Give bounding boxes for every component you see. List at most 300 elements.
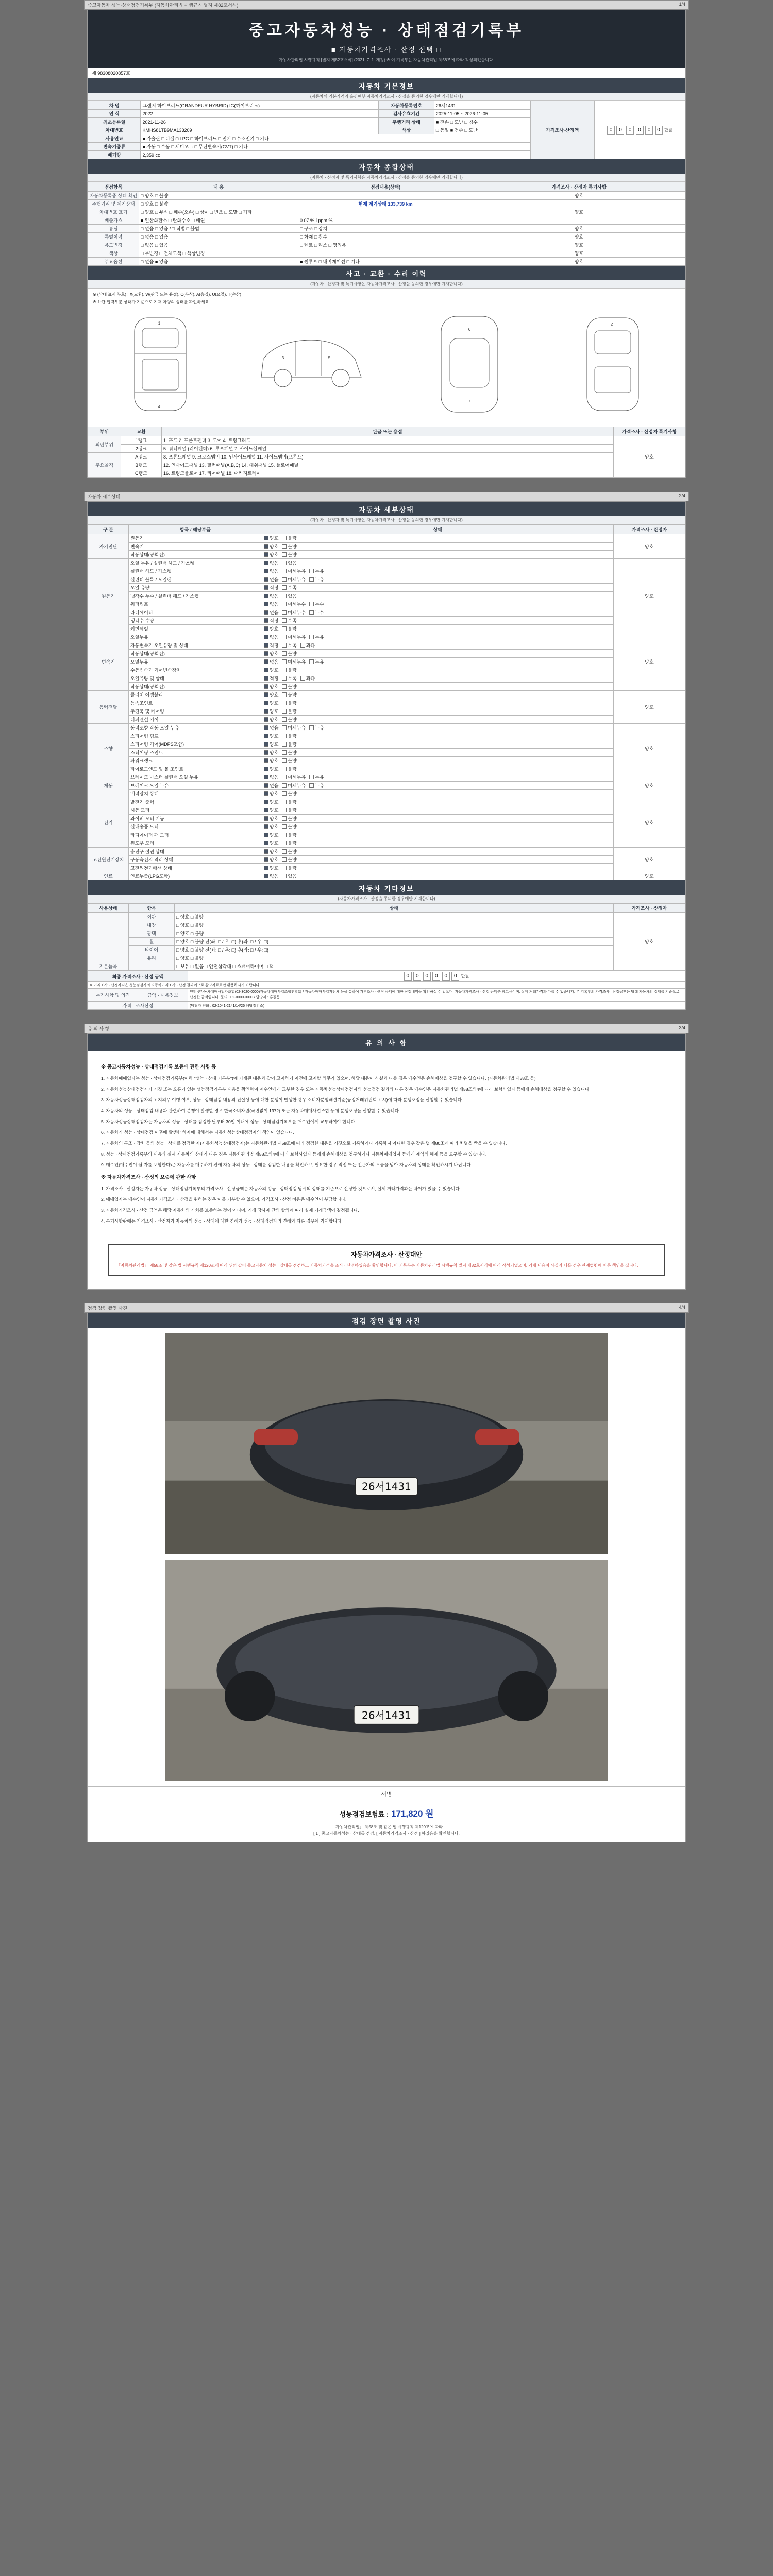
checkbox-icon[interactable] [282,791,287,796]
section-title-basic: 자동차 기본정보 [88,78,685,93]
notice-lead: ※ 중고자동차성능 · 상태점검기록 보증에 관한 사항 등 [101,1064,216,1071]
checkbox-icon[interactable] [282,758,287,763]
checkbox-icon[interactable] [264,874,268,878]
detail-group-3: 동력전달 [88,691,129,724]
window-title-2: 자동차 세부상태 [88,494,121,499]
etc-key-1: 내장 [129,921,175,929]
checkbox-icon[interactable] [282,692,287,697]
detail-table [88,524,685,880]
checkbox-icon[interactable] [282,536,287,540]
declaration-box [108,1244,665,1276]
checkbox-option[interactable]: 양호 [264,757,278,764]
detail-group-0: 자기진단 [88,534,129,559]
detail-item-options [262,806,614,815]
table-row [88,782,685,790]
detail-group-note-5: 양호 [614,773,685,798]
checkbox-option[interactable]: 불량 [282,650,296,657]
checkbox-icon[interactable] [282,668,287,672]
checkbox-option[interactable]: 불량 [282,856,296,863]
detail-item-options [262,600,614,608]
checkbox-icon[interactable] [264,659,268,664]
table-row [88,216,685,225]
checkbox-option[interactable]: 양호 [264,865,278,871]
detail-item-options [262,790,614,798]
checkbox-option[interactable]: 불량 [282,848,296,855]
sheet-page-1 [87,10,686,478]
checkbox-icon[interactable] [300,676,305,681]
checkbox-icon[interactable] [282,602,287,606]
checkbox-option[interactable]: 불량 [282,551,296,558]
checkbox-icon[interactable] [264,626,268,631]
notice-paragraph: 8. 성능 · 상태점검기록부의 내용과 실제 자동차의 상태가 다른 경우 자동차관리법 제58조의4에 따라 보험사업자 등에게 손해배상을 청구하거나 자동차매매업자 등에게 계약의 해제 등을 요구할 수 있습니다. [101,1151,487,1157]
checkbox-icon[interactable] [282,874,287,878]
checkbox-icon[interactable] [309,659,314,664]
etc-note: 양호 [614,913,685,971]
checkbox-icon[interactable] [264,618,268,623]
checkbox-option[interactable]: 양호 [264,733,278,739]
detail-group-note-8: 양호 [614,872,685,880]
checkbox-option[interactable]: 누유 [309,634,324,640]
checkbox-icon[interactable] [264,758,268,763]
detail-item-label: 작동상태(공회전) [129,551,262,559]
detail-item-label: 냉각수 수량 [129,617,262,625]
checkbox-option[interactable]: 양호 [264,691,278,698]
checkbox-icon[interactable] [309,602,314,606]
window-title-4: 점검 장면 촬영 사진 [88,1305,128,1311]
checkbox-option[interactable]: 양호 [264,807,278,814]
checkbox-option[interactable]: 누수 [309,601,324,607]
checkbox-icon[interactable] [264,791,268,796]
overall-item-5: 특별이력 [88,233,139,241]
checkbox-option[interactable]: 미세누유 [282,634,306,640]
checkbox-icon[interactable] [309,775,314,779]
checkbox-icon[interactable] [309,577,314,582]
checkbox-icon[interactable] [309,569,314,573]
detail-item-label: 실린더 블록 / 오일팬 [129,575,262,584]
checkbox-option[interactable]: 불량 [282,741,296,748]
checkbox-option[interactable]: 양호 [264,667,278,673]
checkbox-option[interactable]: 양호 [264,749,278,756]
etc-key-0: 외관 [129,913,175,921]
checkbox-option[interactable]: 양호 [264,848,278,855]
table-header-row [88,525,685,534]
detail-item-options [262,617,614,625]
detail-group-note-2: 양호 [614,633,685,691]
checkbox-option[interactable]: 없음 [264,592,278,599]
checkbox-option[interactable]: 양호 [264,815,278,822]
checkbox-option[interactable]: 없음 [264,873,278,879]
checkbox-icon[interactable] [264,602,268,606]
document-id: 제 98308020857호 [88,68,685,78]
checkbox-option[interactable]: 양호 [264,766,278,772]
checkbox-icon[interactable] [300,643,305,648]
checkbox-icon[interactable] [282,577,287,582]
checkbox-icon[interactable] [264,594,268,598]
checkbox-option[interactable]: 불량 [282,757,296,764]
checkbox-icon[interactable] [264,701,268,705]
basic-label2-1: 검사유효기간 [379,110,434,118]
checkbox-option[interactable]: 없음 [264,568,278,574]
checkbox-icon[interactable] [264,684,268,689]
notice-sub-paragraph: 1. 가격조사 · 산정자는 자동차 성능 · 상태점검기록부의 가격조사 · 산정금액은 자동차의 성능 · 상태점검 당시의 상태를 기준으로 산정한 것으로서, 실제 거래가격과는 차이가 있을 수 있습니다. [101,1185,461,1191]
checkbox-icon[interactable] [282,684,287,689]
checkbox-icon[interactable] [282,626,287,631]
detail-col-0: 구 분 [88,525,129,534]
checkbox-option[interactable]: 적정 [264,617,278,624]
detail-item-options [262,856,614,864]
detail-item-label: 충전구 절연 상태 [129,848,262,856]
checkbox-icon[interactable] [264,668,268,672]
checkbox-option[interactable]: 양호 [264,856,278,863]
checkbox-icon[interactable] [282,734,287,738]
etc-key-4: 타이어 [129,946,175,954]
table-row [88,225,685,233]
checkbox-icon[interactable] [282,561,287,565]
checkbox-icon[interactable] [309,610,314,615]
svg-text:7: 7 [468,399,471,404]
checkbox-icon[interactable] [282,725,287,730]
checkbox-option[interactable]: 양호 [264,790,278,797]
checkbox-icon[interactable] [282,676,287,681]
basic-label-0: 차 명 [88,101,141,110]
notice-sub-paragraph: 3. 자동차가격조사 · 산정 금액은 해당 자동차의 가치를 보증하는 것이 아니며, 거래 당사자 간의 합의에 따라 실제 거래금액이 결정됩니다. [101,1207,359,1213]
detail-item-options [262,559,614,567]
checkbox-option[interactable]: 양호 [264,832,278,838]
checkbox-icon[interactable] [282,742,287,747]
price-calc-left-2: 금액 · 내용정보 [138,989,188,1002]
checkbox-icon[interactable] [264,783,268,788]
checkbox-icon[interactable] [282,783,287,788]
window-page-indicator-2: 2/4 [679,493,685,498]
etc-col-0: 항목 [129,904,175,913]
table-row [88,453,685,461]
checkbox-icon[interactable] [282,618,287,623]
checkbox-icon[interactable] [264,569,268,573]
checkbox-option[interactable]: 양호 [264,700,278,706]
checkbox-icon[interactable] [282,659,287,664]
overall-content-3: ■ 일산화탄소 □ 탄화수소 □ 매연 [139,216,298,225]
checkbox-icon[interactable] [264,577,268,582]
checkbox-icon[interactable] [282,643,287,648]
checkbox-icon[interactable] [282,824,287,829]
etc-group-label [88,913,129,962]
checkbox-option[interactable]: 있음 [282,592,296,599]
checkbox-icon[interactable] [264,742,268,747]
checkbox-icon[interactable] [282,701,287,705]
basic-value2-2: ■ 전손 □ 도난 □ 침수 [434,118,530,126]
overall-state-0 [298,192,473,200]
table-row [88,233,685,241]
signature-line: 서명 [88,1786,685,1801]
detail-group-6: 전기 [88,798,129,848]
checkbox-option[interactable]: 불량 [282,700,296,706]
checkbox-icon[interactable] [282,552,287,557]
window-titlebar-2 [84,492,689,501]
checkbox-option[interactable]: 불량 [282,667,296,673]
checkbox-icon[interactable] [282,833,287,837]
checkbox-icon[interactable] [282,717,287,722]
checkbox-option[interactable]: 양호 [264,625,278,632]
checkbox-option[interactable]: 불량 [282,716,296,723]
accident-rank-1: 2랭크 [121,445,162,453]
checkbox-option[interactable]: 불량 [282,708,296,715]
checkbox-icon[interactable] [264,610,268,615]
checkbox-icon[interactable] [264,725,268,730]
checkbox-option[interactable]: 누수 [309,609,324,616]
detail-group-5: 제동 [88,773,129,798]
checkbox-icon[interactable] [264,866,268,870]
checkbox-option[interactable]: 불량 [282,543,296,550]
checkbox-icon[interactable] [264,849,268,854]
checkbox-option[interactable]: 불량 [282,840,296,846]
checkbox-icon[interactable] [264,544,268,549]
checkbox-icon[interactable] [264,717,268,722]
overall-item-7: 색상 [88,249,139,258]
checkbox-option[interactable]: 양호 [264,535,278,541]
checkbox-icon[interactable] [282,816,287,821]
detail-item-options [262,872,614,880]
checkbox-option[interactable]: 누유 [309,576,324,583]
checkbox-option[interactable]: 미세누유 [282,782,306,789]
checkbox-icon[interactable] [282,808,287,812]
table-row [88,258,685,266]
overall-table [88,182,685,266]
checkbox-option[interactable]: 양호 [264,823,278,830]
detail-item-options [262,864,614,872]
checkbox-option[interactable]: 없음 [264,782,278,789]
overall-item-4: 튜닝 [88,225,139,233]
photo-group [88,1328,685,1786]
checkbox-option[interactable]: 과다 [300,675,315,682]
checkbox-option[interactable]: 양호 [264,840,278,846]
checkbox-icon[interactable] [282,569,287,573]
checkbox-option[interactable]: 불량 [282,799,296,805]
etc-key-2: 광택 [129,929,175,938]
price-calc-unit: 만원 [461,974,469,978]
checkbox-icon[interactable] [264,767,268,771]
checkbox-option[interactable]: 적정 [264,584,278,591]
basic-value-1: 2022 [141,110,379,118]
checkbox-icon[interactable] [282,849,287,854]
checkbox-option[interactable]: 없음 [264,576,278,583]
detail-group-note-4: 양호 [614,724,685,773]
checkbox-option[interactable]: 양호 [264,716,278,723]
detail-item-label: 브레이크 마스터 실린더 오일 누유 [129,773,262,782]
checkbox-icon[interactable] [282,709,287,714]
etc-value-2: □ 양호 □ 불량 [175,929,614,938]
checkbox-icon[interactable] [282,866,287,870]
checkbox-icon[interactable] [309,725,314,730]
checkbox-option[interactable]: 불량 [282,832,296,838]
etc-table [88,903,685,971]
checkbox-option[interactable]: 있음 [282,873,296,879]
checkbox-option[interactable]: 불량 [282,535,296,541]
checkbox-option[interactable]: 양호 [264,683,278,690]
checkbox-icon[interactable] [309,635,314,639]
checkbox-icon[interactable] [264,552,268,557]
checkbox-option[interactable]: 양호 [264,551,278,558]
basic-value-2: 2021-11-26 [141,118,379,126]
checkbox-icon[interactable] [282,635,287,639]
checkbox-option[interactable]: 적정 [264,675,278,682]
checkbox-icon[interactable] [264,775,268,779]
checkbox-option[interactable]: 부족 [282,675,296,682]
checkbox-icon[interactable] [264,800,268,804]
checkbox-option[interactable]: 누유 [309,658,324,665]
checkbox-icon[interactable] [264,857,268,862]
checkbox-icon[interactable] [282,857,287,862]
checkbox-option[interactable]: 없음 [264,658,278,665]
detail-item-label: 수동변속기 기어변속장치 [129,666,262,674]
detail-item-options [262,707,614,716]
detail-item-label: 라디에이터 [129,608,262,617]
checkbox-option[interactable]: 불량 [282,691,296,698]
checkbox-option[interactable]: 누유 [309,774,324,781]
checkbox-icon[interactable] [282,544,287,549]
etc-value-5: □ 양호 □ 불량 [175,954,614,962]
checkbox-option[interactable]: 불량 [282,807,296,814]
checkbox-option[interactable]: 없음 [264,774,278,781]
checkbox-icon[interactable] [264,585,268,590]
basic-label-2: 최초등록일 [88,118,141,126]
checkbox-icon[interactable] [282,841,287,845]
checkbox-option[interactable]: 없음 [264,724,278,731]
checkbox-option[interactable]: 양호 [264,741,278,748]
checkbox-option[interactable]: 미세누유 [282,658,306,665]
basic-label2-0: 자동차등록번호 [379,101,434,110]
checkbox-icon[interactable] [282,767,287,771]
checkbox-icon[interactable] [264,709,268,714]
checkbox-icon[interactable] [264,808,268,812]
checkbox-icon[interactable] [264,841,268,845]
checkbox-icon[interactable] [282,775,287,779]
checkbox-option[interactable]: 미세누유 [282,724,306,731]
checkbox-option[interactable]: 부족 [282,584,296,591]
table-row [88,658,685,666]
checkbox-icon[interactable] [264,561,268,565]
checkbox-option[interactable]: 없음 [264,601,278,607]
checkbox-icon[interactable] [282,594,287,598]
etc-value-6: □ 보유 □ 없음 □ 안전삼각대 □ 스패어타이어 □ 잭 [175,962,614,971]
price-meter-unit: 만원 [664,127,673,132]
notice-paragraph: 9. 매수인(매수인이 될 자를 포함한다)은 자동차를 매수하기 전에 자동차의 성능 · 상태를 점검한 내용을 확인하고, 필요한 경우 직접 또는 전문가의 도움을 받아 자동차의 상태를 확인하시기 바랍니다. [101,1162,472,1168]
checkbox-option[interactable]: 미세누유 [282,774,306,781]
table-row [88,1002,685,1010]
detail-item-label: 연료누출(LPG포함) [129,872,262,880]
checkbox-icon[interactable] [264,750,268,755]
checkbox-option[interactable]: 미세누수 [282,601,306,607]
checkbox-icon[interactable] [282,750,287,755]
checkbox-option[interactable]: 부족 [282,642,296,649]
detail-item-options [262,543,614,551]
checkbox-option[interactable]: 불량 [282,865,296,871]
basic-label2-3: 색상 [379,126,434,134]
checkbox-option[interactable]: 불량 [282,683,296,690]
checkbox-option[interactable]: 부족 [282,617,296,624]
checkbox-option[interactable]: 없음 [264,634,278,640]
checkbox-option[interactable]: 과다 [300,642,315,649]
overall-content-2: □ 양호 □ 부식 □ 훼손(오손) □ 상이 □ 변조 □ 도말 □ 기타 [139,208,473,216]
accident-note: 양호 [614,436,685,478]
detail-group-7: 고전원전기장치 [88,848,129,872]
checkbox-option[interactable]: 양호 [264,650,278,657]
notice-paragraph: 6. 자동차가 성능 · 상태점검 이후에 발생한 하자에 대해서는 자동차성능상태점검자의 책임이 없습니다. [101,1130,294,1136]
checkbox-option[interactable]: 미세누수 [282,609,306,616]
checkbox-icon[interactable] [282,800,287,804]
insurance-fee [88,1801,685,1822]
window-title: 중고자동차 성능·상태점검기록부 (자동차관리법 시행규칙 별지 제82호서식) [88,3,239,8]
checkbox-option[interactable]: 양호 [264,543,278,550]
table-row [88,584,685,592]
checkbox-icon[interactable] [264,824,268,829]
declaration-body: 「자동차관리법」 제58조 및 같은 법 시행규칙 제120조에 따라 위와 같이 중고자동차 성능 · 상태를 점검하고 자동차가격을 조사 · 산정하였음을 확인합니다. 이 기록부는 자동차관리법 시행규칙 별지 제82호서식에 따라 작성되었으며, 기재 내용이 사실과 다를 경우 관계법령에 따른 책임을 집니다. [116,1263,638,1268]
table-row [88,732,685,740]
checkbox-icon[interactable] [264,651,268,656]
checkbox-option[interactable]: 불량 [282,766,296,772]
checkbox-icon[interactable] [264,536,268,540]
checkbox-icon[interactable] [282,651,287,656]
checkbox-icon[interactable] [282,610,287,615]
checkbox-option[interactable]: 미세누유 [282,576,306,583]
window-title-3: 유 의 사 항 [88,1026,110,1032]
checkbox-option[interactable]: 누유 [309,568,324,574]
checkbox-icon[interactable] [309,783,314,788]
checkbox-option[interactable]: 불량 [282,823,296,830]
section-sub-accident: (자동차 · 산정자 및 특기사항은 자동차가격조사 · 산정을 동의한 경우에만 기재합니다) [88,280,685,289]
notice-sub-paragraph: 2. 매매업자는 매수인이 자동차가격조사 · 산정을 원하는 경우 이를 거부할 수 없으며, 가격조사 · 산정 비용은 매수인이 부담합니다. [101,1196,347,1202]
table-row [88,461,685,469]
checkbox-icon[interactable] [264,692,268,697]
checkbox-icon[interactable] [264,676,268,681]
checkbox-option[interactable]: 양호 [264,799,278,805]
checkbox-option[interactable]: 양호 [264,708,278,715]
footer-line-2: [ 1 ] 중고자동차성능 · 상태를 점검, [ 자동차가격조사 · 산정 ] 하였음을 확인합니다. [313,1831,460,1836]
detail-item-label: 윈도우 모터 [129,839,262,848]
table-row [88,954,685,962]
checkbox-icon[interactable] [264,635,268,639]
checkbox-option[interactable]: 누유 [309,724,324,731]
detail-item-label: 스티어링 기어(MDPS포함) [129,740,262,749]
checkbox-icon[interactable] [264,643,268,648]
checkbox-option[interactable]: 적정 [264,642,278,649]
checkbox-option[interactable]: 불량 [282,749,296,756]
detail-item-options [262,608,614,617]
detail-item-options [262,765,614,773]
checkbox-option[interactable]: 없음 [264,609,278,616]
table-row [88,575,685,584]
car-side-view-icon [252,310,371,418]
checkbox-option[interactable]: 누유 [309,782,324,789]
checkbox-option[interactable]: 불량 [282,625,296,632]
detail-item-label: 동력조향 작동 오일 누유 [129,724,262,732]
table-row [88,674,685,683]
etc-key-6-label: 기본품목 [88,962,129,971]
checkbox-option[interactable]: 미세누유 [282,568,306,574]
digit: 0 [616,126,624,135]
checkbox-option[interactable]: 불량 [282,733,296,739]
checkbox-option[interactable]: 불량 [282,790,296,797]
checkbox-option[interactable]: 없음 [264,560,278,566]
overall-note-6: 양호 [473,241,685,249]
checkbox-option[interactable]: 불량 [282,815,296,822]
checkbox-icon[interactable] [264,734,268,738]
checkbox-option[interactable]: 있음 [282,560,296,566]
checkbox-icon[interactable] [282,585,287,590]
checkbox-icon[interactable] [264,833,268,837]
price-calc-title: 최종 가격조사 · 산정 금액 [88,971,188,982]
car-diagram-group [93,307,680,421]
checkbox-icon[interactable] [264,816,268,821]
